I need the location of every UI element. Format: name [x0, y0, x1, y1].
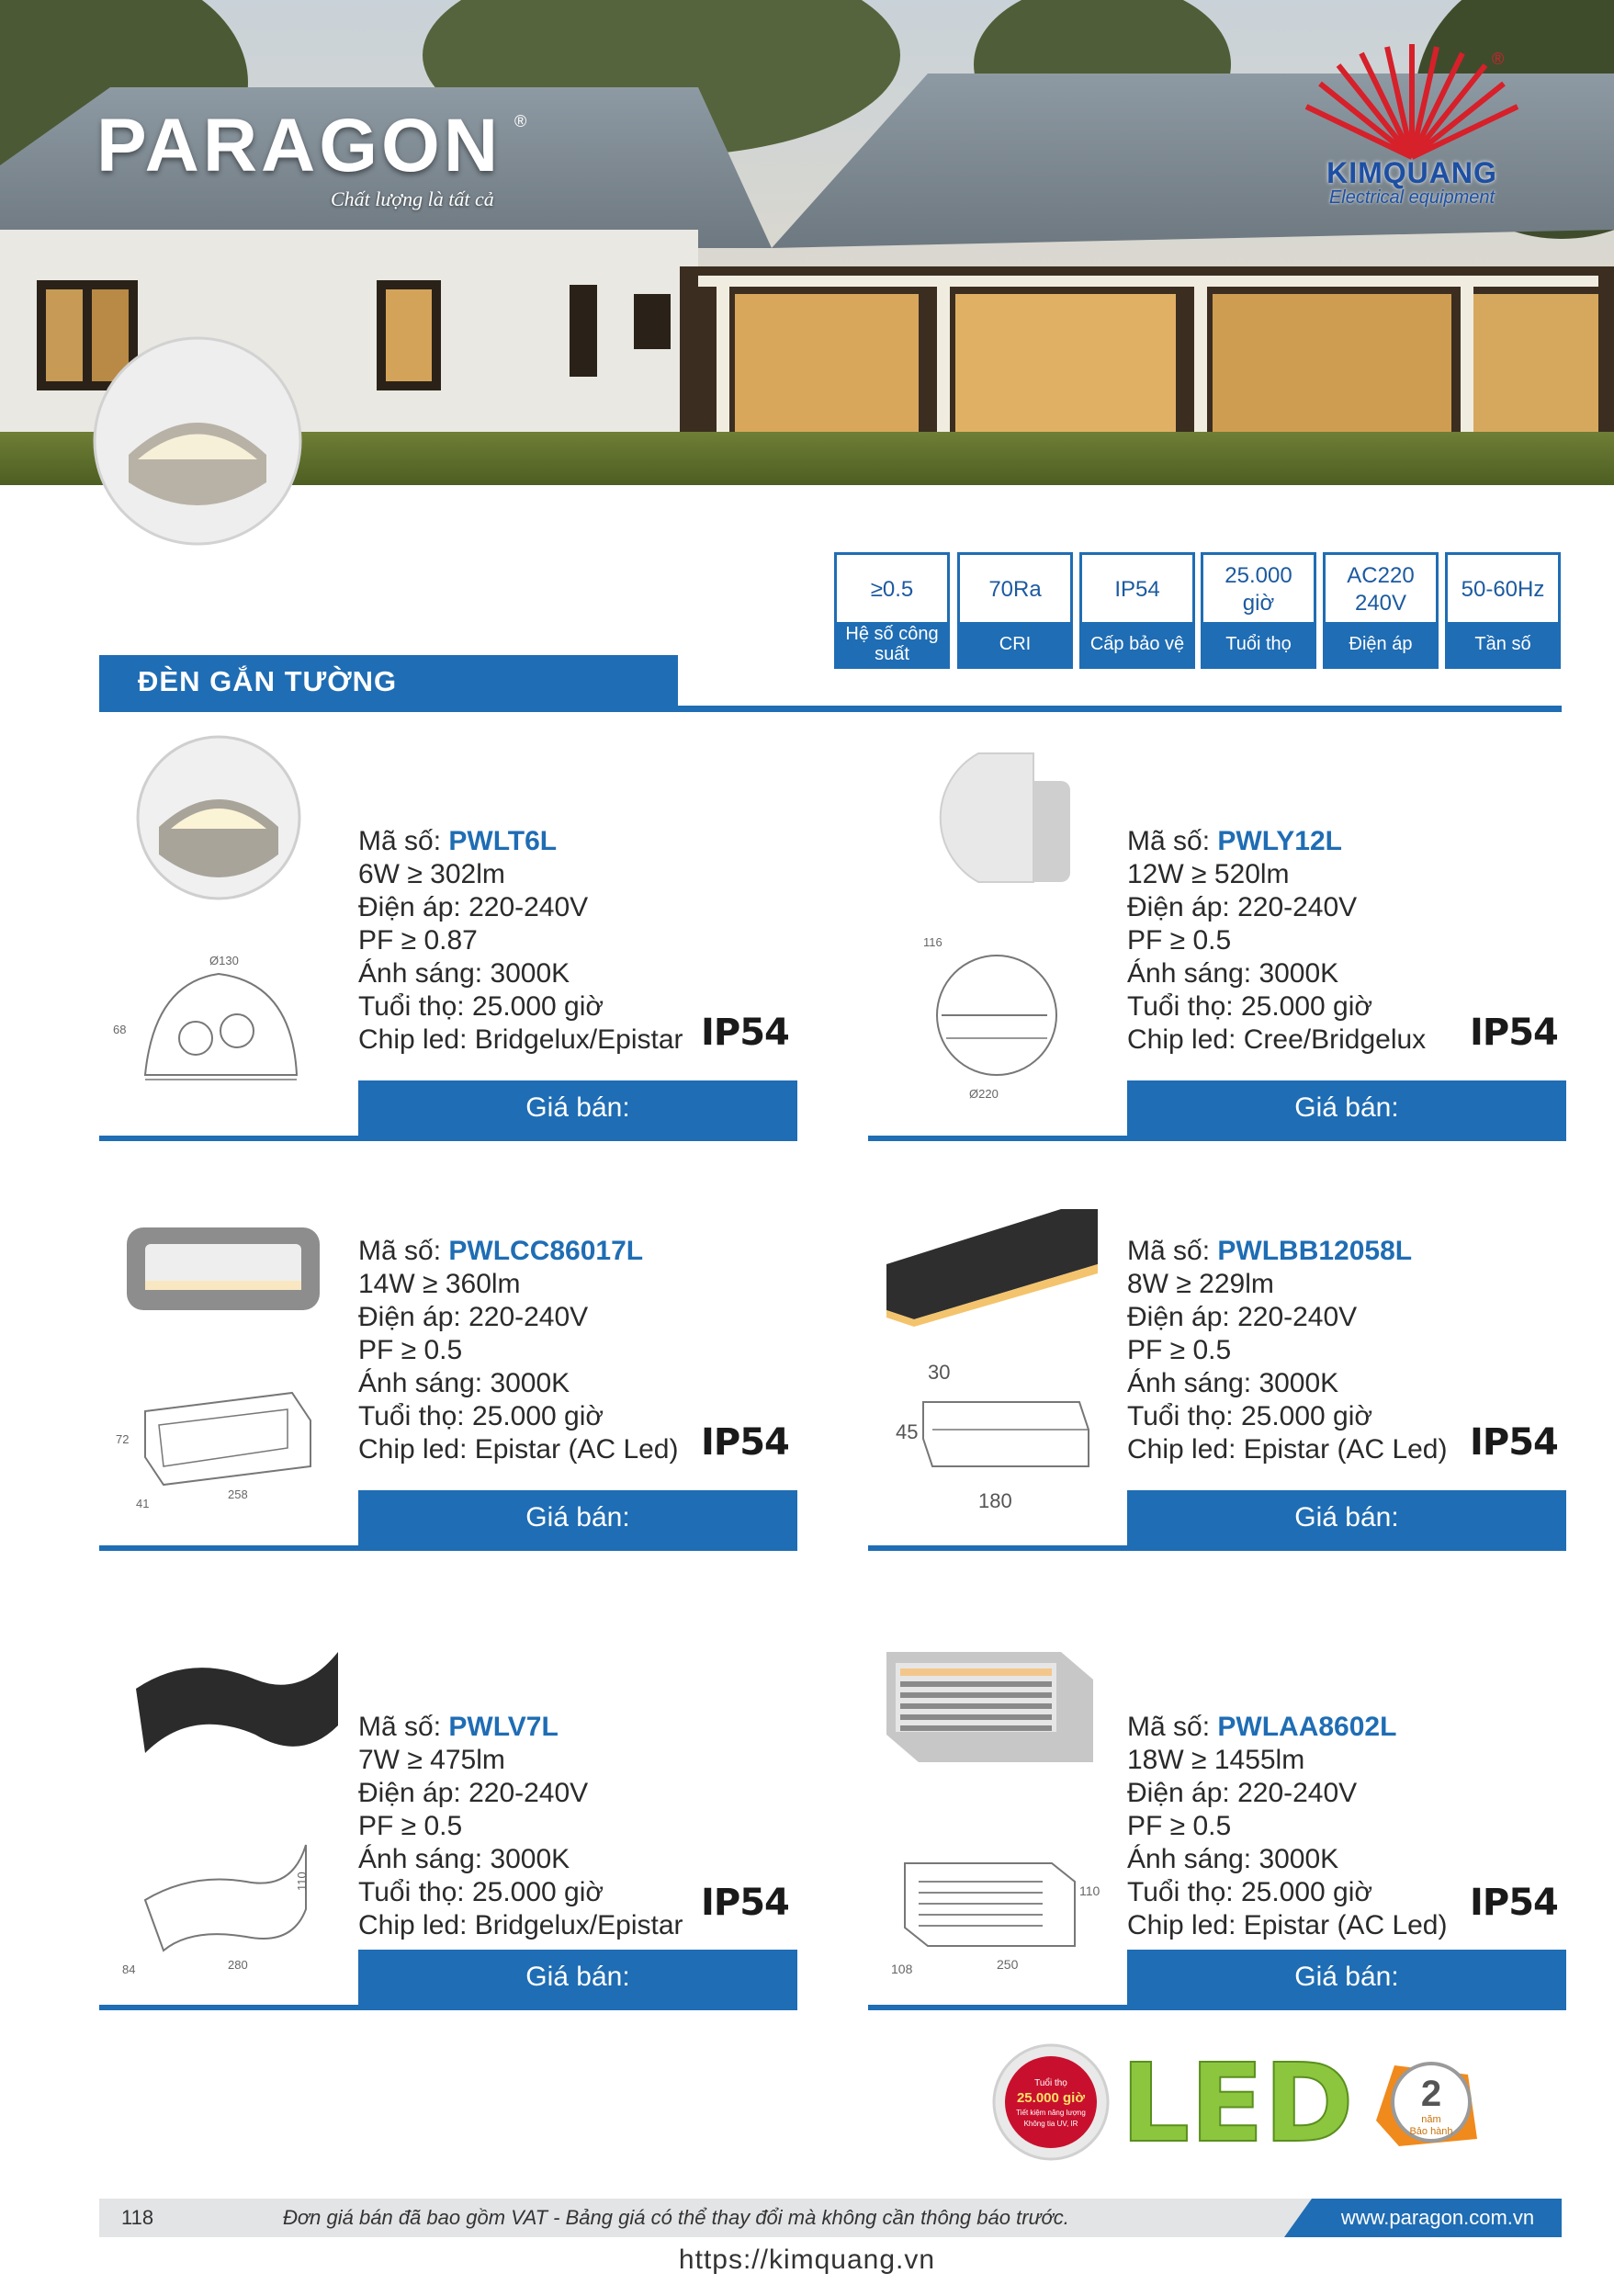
footer-note: Đơn giá bán đã bao gồm VAT - Bảng giá có thể thay đổi mà không cần thông báo trước. — [283, 2206, 1069, 2229]
product-drawing — [877, 1329, 1098, 1521]
spec-label: Cấp bảo vệ — [1082, 622, 1192, 666]
spec-frequency — [1445, 552, 1561, 669]
product-info — [358, 825, 683, 1057]
dim-label: 45 — [896, 1420, 919, 1443]
product-life: Tuổi thọ: 25.000 giờ — [1127, 991, 1373, 1022]
badge-life-value: 25.000 giờ — [1016, 2090, 1086, 2106]
product-photo — [108, 726, 329, 910]
kimquang-subtitle: Electrical equipment — [1328, 187, 1495, 208]
dim-label: 41 — [136, 1497, 150, 1510]
product-chip: Chip led: Bridgelux/Epistar — [358, 1910, 683, 1940]
product-code-line — [1127, 1711, 1448, 1744]
product-card-pwlv7l — [99, 1597, 797, 2019]
price-label: Giá bán: — [1127, 1490, 1566, 1545]
spec-value: AC220 240V — [1347, 563, 1415, 616]
product-card-pwlbb12058l — [868, 1136, 1566, 1558]
brand-name: PARAGON — [96, 104, 502, 187]
card-divider — [868, 1545, 1566, 1551]
product-pf: PF ≥ 0.5 — [358, 1811, 463, 1841]
product-code-line — [358, 825, 683, 858]
spec-label: Tuổi thọ — [1203, 622, 1314, 666]
price-label: Giá bán: — [1127, 1950, 1566, 2005]
product-life: Tuổi thọ: 25.000 giờ — [1127, 1877, 1373, 1907]
product-voltage: Điện áp: 220-240V — [1127, 892, 1358, 922]
code-prefix: Mã số: — [358, 1236, 449, 1266]
product-pf: PF ≥ 0.5 — [1127, 925, 1232, 956]
product-info — [358, 1711, 683, 1942]
dim-label: 180 — [978, 1489, 1012, 1512]
product-chip: Chip led: Bridgelux/Epistar — [358, 1024, 683, 1055]
warranty-unit: năm — [1421, 2114, 1441, 2125]
spec-label: CRI — [960, 622, 1070, 666]
code-prefix: Mã số: — [1127, 1236, 1218, 1266]
product-photo — [877, 1597, 1098, 1781]
badge-life-line1: Tuổi thọ — [1034, 2078, 1067, 2088]
spec-lifetime — [1201, 552, 1316, 669]
badge-life-line2: Tiết kiệm năng lượng — [1016, 2109, 1086, 2117]
price-label: Giá bán: — [1127, 1080, 1566, 1136]
warranty-label: Bảo hành — [1409, 2126, 1453, 2137]
code-prefix: Mã số: — [1127, 1712, 1218, 1742]
dim-label: 30 — [928, 1361, 951, 1384]
code-prefix: Mã số: — [358, 826, 449, 856]
product-pf: PF ≥ 0.5 — [1127, 1335, 1232, 1365]
dim-label: 110 — [1079, 1883, 1100, 1898]
product-chip: Chip led: Epistar (AC Led) — [358, 1434, 679, 1465]
spec-label: Tần số — [1448, 622, 1558, 666]
ip-rating: IP54 — [1470, 1421, 1558, 1464]
product-code-line — [1127, 825, 1426, 858]
kimquang-logo — [1288, 42, 1536, 217]
product-voltage: Điện áp: 220-240V — [1127, 1778, 1358, 1808]
spec-value: 50-60Hz — [1461, 577, 1545, 602]
ip-rating: IP54 — [701, 1882, 789, 1924]
spec-value: IP54 — [1114, 577, 1160, 602]
paragon-logo — [96, 104, 527, 210]
product-life: Tuổi thọ: 25.000 giờ — [1127, 1401, 1373, 1431]
dim-label: 110 — [295, 1872, 309, 1891]
kq-registered-mark: ® — [1492, 50, 1505, 68]
product-chip: Chip led: Epistar (AC Led) — [1127, 1434, 1448, 1465]
product-card-pwlcc86017l — [99, 1136, 797, 1558]
dim-label: 280 — [228, 1958, 248, 1972]
product-drawing — [108, 1790, 329, 1983]
section-divider — [99, 706, 1562, 712]
product-photo — [877, 1136, 1098, 1319]
product-light: Ánh sáng: 3000K — [1127, 958, 1339, 989]
product-power: 6W ≥ 302lm — [358, 859, 505, 889]
led-text: LED — [1121, 2040, 1354, 2166]
dim-label: 68 — [113, 1023, 127, 1036]
product-light: Ánh sáng: 3000K — [358, 958, 570, 989]
warranty-badge — [1376, 2064, 1477, 2146]
product-code: PWLT6L — [448, 826, 558, 856]
feature-badges — [990, 2038, 1505, 2166]
dim-label: 250 — [997, 1957, 1019, 1972]
dim-label: 84 — [122, 1962, 136, 1976]
product-voltage: Điện áp: 220-240V — [358, 1302, 589, 1332]
product-power: 12W ≥ 520lm — [1127, 859, 1290, 889]
page-number: 118 — [121, 2206, 154, 2229]
site-url[interactable]: https://kimquang.vn — [678, 2245, 936, 2275]
hero-banner — [0, 0, 1614, 485]
product-chip: Chip led: Epistar (AC Led) — [1127, 1910, 1448, 1940]
lifetime-badge — [994, 2045, 1108, 2159]
product-chip: Chip led: Cree/Bridgelux — [1127, 1024, 1427, 1055]
product-life: Tuổi thọ: 25.000 giờ — [358, 1877, 604, 1907]
spec-value: 70Ra — [988, 577, 1042, 602]
price-label: Giá bán: — [358, 1490, 797, 1545]
dim-label: 258 — [228, 1487, 248, 1501]
spec-value: 25.000 giờ — [1225, 563, 1292, 616]
price-label: Giá bán: — [358, 1950, 797, 2005]
product-voltage: Điện áp: 220-240V — [358, 1778, 589, 1808]
spec-cri — [957, 552, 1073, 669]
dim-label: 72 — [116, 1432, 130, 1446]
code-prefix: Mã số: — [1127, 826, 1218, 856]
ip-rating: IP54 — [701, 1012, 789, 1054]
led-badge — [1121, 2040, 1354, 2166]
product-power: 8W ≥ 229lm — [1127, 1269, 1274, 1299]
card-divider — [868, 2005, 1566, 2010]
product-power: 14W ≥ 360lm — [358, 1269, 521, 1299]
product-drawing — [877, 919, 1098, 1112]
product-drawing — [108, 1329, 329, 1521]
brand-slogan: Chất lượng là tất cả — [331, 187, 494, 210]
dim-label: Ø130 — [209, 954, 239, 967]
product-card-pwlaa8602l — [868, 1597, 1566, 2019]
product-code: PWLCC86017L — [448, 1236, 644, 1266]
product-code: PWLY12L — [1217, 826, 1342, 856]
product-photo — [877, 726, 1098, 910]
spec-power-factor — [834, 552, 950, 669]
product-code-line — [358, 1711, 683, 1744]
product-photo — [108, 1136, 329, 1319]
product-code: PWLBB12058L — [1217, 1236, 1413, 1266]
badge-life-line3: Không tia UV, IR — [1023, 2120, 1078, 2128]
price-label: Giá bán: — [358, 1080, 797, 1136]
section-title: ĐÈN GẮN TƯỜNG — [138, 665, 398, 697]
product-power: 7W ≥ 475lm — [358, 1745, 505, 1775]
product-voltage: Điện áp: 220-240V — [1127, 1302, 1358, 1332]
footer-url[interactable]: www.paragon.com.vn — [1340, 2206, 1535, 2229]
dim-label: Ø220 — [969, 1087, 999, 1101]
product-info — [1127, 1235, 1448, 1466]
product-light: Ánh sáng: 3000K — [1127, 1368, 1339, 1398]
product-power: 18W ≥ 1455lm — [1127, 1745, 1305, 1775]
product-code: PWLV7L — [448, 1712, 559, 1742]
registered-mark: ® — [514, 112, 527, 130]
product-life: Tuổi thọ: 25.000 giờ — [358, 991, 604, 1022]
product-pf: PF ≥ 0.5 — [1127, 1811, 1232, 1841]
dim-label: 108 — [891, 1962, 913, 1976]
ip-rating: IP54 — [701, 1421, 789, 1464]
product-code-line — [1127, 1235, 1448, 1268]
code-prefix: Mã số: — [358, 1712, 449, 1742]
product-drawing — [877, 1790, 1098, 1983]
ip-rating: IP54 — [1470, 1012, 1558, 1054]
product-voltage: Điện áp: 220-240V — [358, 892, 589, 922]
kimquang-name: KIMQUANG — [1326, 156, 1497, 189]
product-drawing — [108, 919, 329, 1112]
spec-value: ≥0.5 — [870, 577, 914, 602]
spec-ip-rating — [1079, 552, 1195, 669]
ip-rating: IP54 — [1470, 1882, 1558, 1924]
product-light: Ánh sáng: 3000K — [358, 1844, 570, 1874]
product-card-pwly12l — [868, 726, 1566, 1148]
product-code-line — [358, 1235, 679, 1268]
warranty-years: 2 — [1420, 2074, 1442, 2114]
spec-voltage — [1323, 552, 1439, 669]
product-info — [1127, 1711, 1448, 1942]
product-life: Tuổi thọ: 25.000 giờ — [358, 1401, 604, 1431]
dim-label: 116 — [923, 935, 942, 949]
product-info — [358, 1235, 679, 1466]
spec-label: Hệ số công suất — [837, 622, 947, 666]
product-light: Ánh sáng: 3000K — [358, 1368, 570, 1398]
card-divider — [99, 2005, 797, 2010]
product-card-pwlt6l — [99, 726, 797, 1148]
card-divider — [99, 1545, 797, 1551]
product-photo — [108, 1597, 329, 1781]
product-pf: PF ≥ 0.87 — [358, 925, 478, 956]
product-light: Ánh sáng: 3000K — [1127, 1844, 1339, 1874]
product-pf: PF ≥ 0.5 — [358, 1335, 463, 1365]
product-code: PWLAA8602L — [1217, 1712, 1397, 1742]
product-info — [1127, 825, 1426, 1057]
spec-label: Điện áp — [1326, 622, 1436, 666]
